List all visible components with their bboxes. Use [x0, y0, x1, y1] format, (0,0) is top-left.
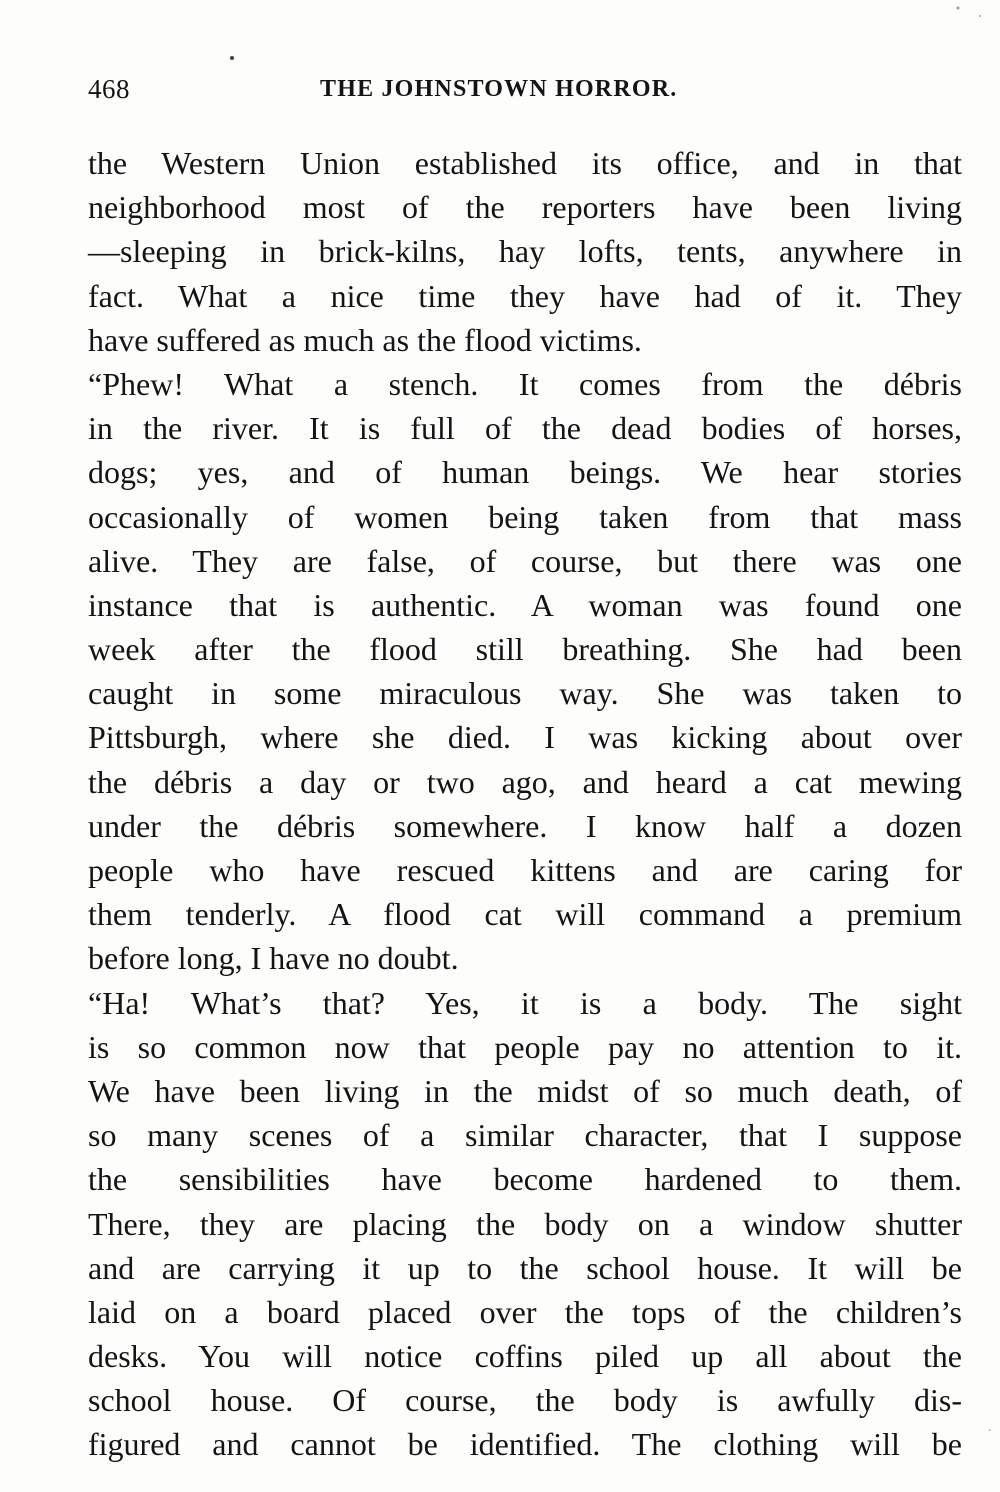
text-line: dogs; yes, and of human beings. We hear stories	[88, 454, 962, 491]
text-line: so many scenes of a similar character, that I suppose	[88, 1117, 962, 1154]
text-line: —sleeping in brick-kilns, hay lofts, tents, anywhere in	[88, 233, 962, 270]
text-line: There, they are placing the body on a window shutter	[88, 1205, 962, 1242]
scan-speck	[957, 7, 960, 10]
text-line: neighborhood most of the reporters have been living	[88, 189, 962, 226]
text-line: instance that is authentic. A woman was found one	[88, 586, 962, 623]
text-line: in the river. It is full of the dead bodies of horses,	[88, 410, 962, 447]
scan-speck	[979, 15, 981, 17]
text-line: laid on a board placed over the tops of the children’s	[88, 1293, 962, 1330]
body-text	[88, 141, 962, 1467]
text-line: is so common now that people pay no attention to it.	[88, 1028, 962, 1065]
text-line: under the débris somewhere. I know half a dozen	[88, 807, 962, 844]
text-line: figured and cannot be identified. The clothing will be	[88, 1426, 962, 1463]
text-line: the sensibilities have become hardened to them.	[88, 1161, 962, 1198]
scan-speck	[989, 1429, 991, 1431]
text-line: “Phew! What a stench. It comes from the débris	[88, 365, 962, 402]
text-line: desks. You will notice coffins piled up all about the	[88, 1338, 962, 1375]
text-line: fact. What a nice time they have had of it. They	[88, 277, 962, 314]
scan-speck	[230, 56, 234, 60]
text-line: before long, I have no doubt.	[88, 940, 459, 977]
page-number: 468	[88, 74, 130, 104]
text-line: We have been living in the midst of so much death, of	[88, 1072, 962, 1109]
text-line: them tenderly. A flood cat will command a premium	[88, 896, 962, 933]
text-line: “Ha! What’s that? Yes, it is a body. The sight	[88, 984, 962, 1021]
running-title: THE JOHNSTOWN HORROR.	[320, 76, 678, 102]
text-line: occasionally of women being taken from that mass	[88, 498, 962, 535]
text-line: week after the flood still breathing. She had been	[88, 631, 962, 668]
text-line: have suffered as much as the flood victims.	[88, 321, 642, 358]
text-line: school house. Of course, the body is awfully dis-	[88, 1382, 962, 1419]
running-head	[88, 74, 962, 114]
text-line: alive. They are false, of course, but there was one	[88, 542, 962, 579]
text-line: Pittsburgh, where she died. I was kicking about over	[88, 719, 962, 756]
text-line: caught in some miraculous way. She was taken to	[88, 675, 962, 712]
text-line: the Western Union established its office, and in that	[88, 145, 962, 181]
text-line: people who have rescued kittens and are caring for	[88, 852, 962, 888]
text-line: the débris a day or two ago, and heard a cat mewing	[88, 763, 962, 800]
text-line: and are carrying it up to the school house. It will be	[88, 1249, 962, 1286]
